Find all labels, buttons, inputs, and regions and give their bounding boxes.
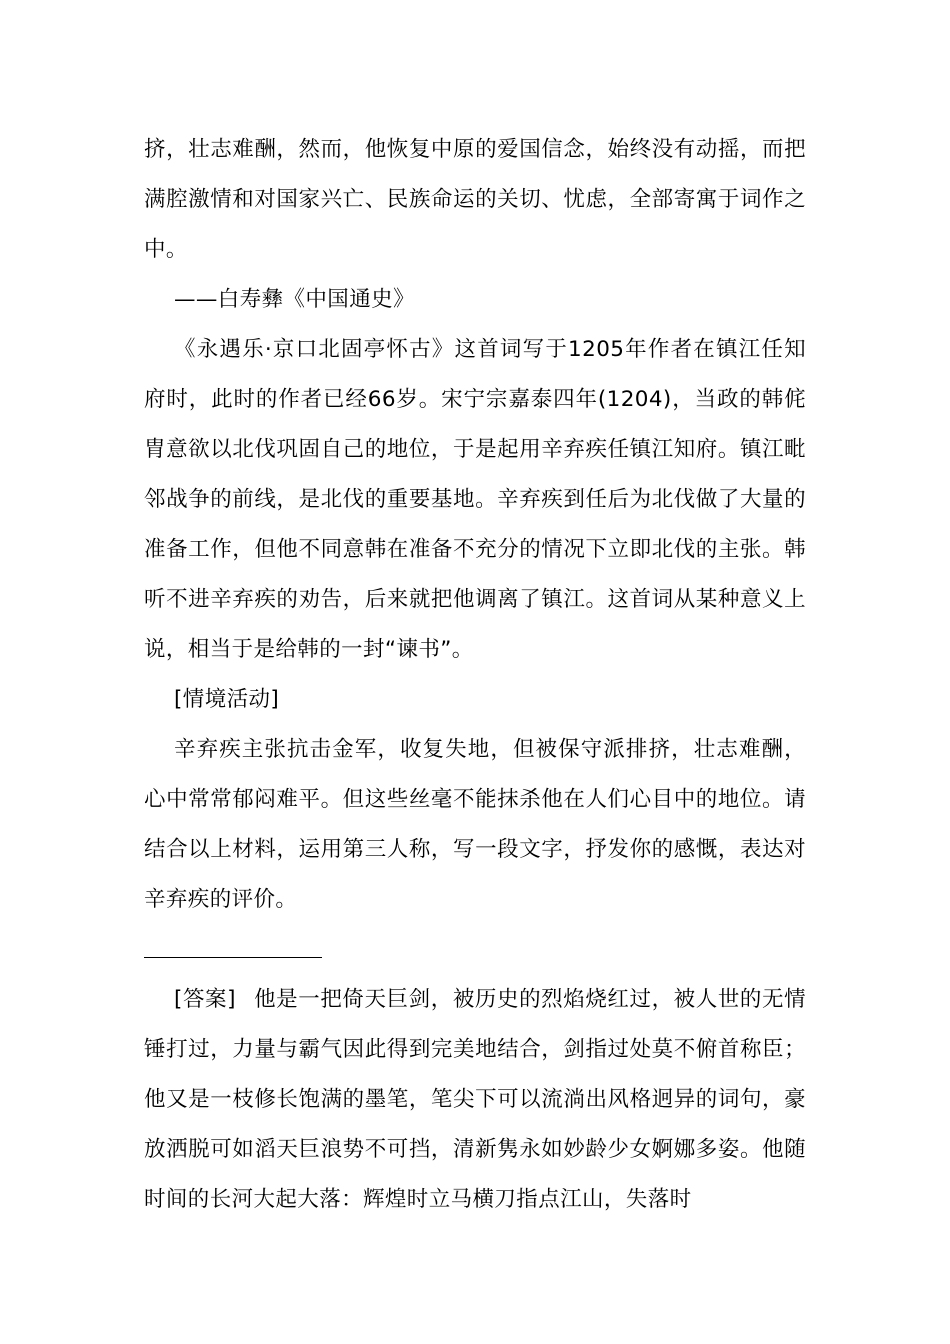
quote-source-attribution: ——白寿彝《中国通史》	[174, 287, 415, 312]
answer-label: [答案]	[174, 987, 236, 1012]
answer-text: 他是一把倚天巨剑，被历史的烈焰烧红过，被人世的无情锤打过，力量与霸气因此得到完美地结合，剑指过处莫不俯首称臣；他又是一枝修长饱满的墨笔，笔尖下可以流淌出风格迥异的词句，豪放洒脱可如滔天巨浪势不可挡，清新隽永如妙龄少女婀娜多姿。他随时间的长河大起大落：辉煌时立马横刀指点江山，失落时	[144, 987, 806, 1212]
answer-paragraph	[144, 975, 806, 1225]
activity-heading: [情境活动]	[174, 687, 280, 712]
activity-prompt-paragraph: 辛弃疾主张抗击金军，收复失地，但被保守派排挤，壮志难酬，心中常常郁闷难平。但这些丝毫不能抹杀他在人们心目中的地位。请结合以上材料，运用第三人称，写一段文字，抒发你的感慨，表达对辛弃疾的评价。	[144, 737, 806, 912]
answer-blank	[144, 925, 806, 975]
answer-blank-underline	[144, 957, 322, 958]
background-paragraph: 《永遇乐·京口北固亭怀古》这首词写于1205年作者在镇江任知府时，此时的作者已经66岁。宋宁宗嘉泰四年(1204)，当政的韩侂胄意欲以北伐巩固自己的地位，于是起用辛弃疾任镇江知府。镇江毗邻战争的前线，是北伐的重要基地。辛弃疾到任后为北伐做了大量的准备工作，但他不同意韩在准备不充分的情况下立即北伐的主张。韩听不进辛弃疾的劝告，后来就把他调离了镇江。这首词从某种意义上说，相当于是给韩的一封“谏书”。	[144, 337, 806, 662]
document-page	[144, 125, 806, 1225]
quote-continuation-paragraph: 挤，壮志难酬，然而，他恢复中原的爱国信念，始终没有动摇，而把满腔激情和对国家兴亡、民族命运的关切、忧虑，全部寄寓于词作之中。	[144, 137, 806, 262]
